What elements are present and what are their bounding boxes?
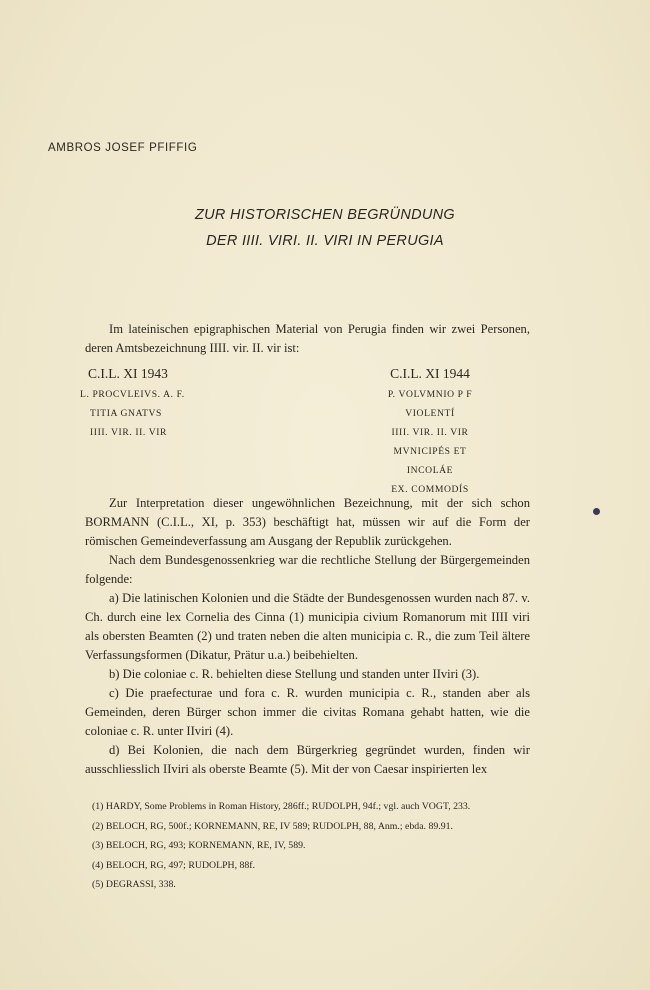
- inscription-right: [320, 363, 540, 499]
- main-text: [85, 494, 530, 779]
- article-title: [0, 202, 650, 254]
- inscription-right-line: EX. COMMODÍS: [391, 484, 469, 495]
- paragraph-bundesgenossenkrieg: Nach dem Bundesgenossenkrieg war die rechtliche Stellung der Bürgergemeinden folgende:: [85, 553, 530, 586]
- inscription-left-line: IIII. VIR. II. VIR: [90, 427, 168, 438]
- paragraph-c: c) Die praefecturae und fora c. R. wurden municipia c. R., standen aber als Gemeinden, deren Bürger schon immer die civitas Romana gehabt hatten, wie die coloniae c. R. unter IIviri (4).: [85, 686, 530, 738]
- footnotes: [92, 797, 532, 895]
- inscription-right-line: INCOLÁE: [406, 465, 454, 476]
- inscription-right-line: P. VOLVMNIO P F: [387, 389, 473, 400]
- inscription-left: [80, 363, 300, 442]
- inscription-right-line: VIOLENTÍ: [405, 408, 455, 419]
- inscription-right-line: MVNICIPÉS ET: [393, 446, 467, 457]
- paragraph-interpretation: Zur Interpretation dieser ungewöhnlichen Bezeichnung, mit der sich schon BORMANN (C.I.L., XI, p. 353) beschäftigt hat, müssen wir auf die Form der römischen Gemeindeverfassung am Ausgang der Republik zurückgehen.: [85, 496, 530, 548]
- title-line-2: DER IIII. VIRI. II. VIRI IN PERUGIA: [206, 233, 444, 249]
- inscription-left-ref: C.I.L. XI 1943: [88, 366, 168, 381]
- inscription-left-line: TITIA GNATVS: [90, 408, 162, 419]
- footnote-3: (3) BELOCH, RG, 493; KORNEMANN, RE, IV, 589.: [92, 840, 306, 851]
- inscription-right-line: IIII. VIR. II. VIR: [391, 427, 469, 438]
- paragraph-d: d) Bei Kolonien, die nach dem Bürgerkrieg gegründet wurden, finden wir ausschliesslich IIviri als oberste Beamte (5). Mit der von Caesar inspirierten lex: [85, 743, 530, 776]
- paragraph-b: b) Die coloniae c. R. behielten diese Stellung und standen unter IIviri (3).: [109, 667, 480, 681]
- title-line-1: ZUR HISTORISCHEN BEGRÜNDUNG: [195, 207, 455, 223]
- intro-text: Im lateinischen epigraphischen Material von Perugia finden wir zwei Personen, deren Amtsbezeichnung IIII. vir. II. vir ist:: [85, 322, 530, 355]
- footnote-4: (4) BELOCH, RG, 497; RUDOLPH, 88f.: [92, 859, 256, 871]
- ink-speck: [593, 508, 600, 515]
- intro-paragraph: [85, 320, 530, 358]
- paragraph-a: a) Die latinischen Kolonien und die Städte der Bundesgenossen wurden nach 87. v. Ch. durch eine lex Cornelia des Cinna (1) municipia civium Romanorum mit IIII viri als obersten Beamten (2) und traten neben die alten municipia c. R., die zum Teil ältere Verfassungsformen (Dikatur, Prätur u.a.) beibehielten.: [85, 591, 530, 662]
- inscription-right-ref: C.I.L. XI 1944: [390, 366, 470, 381]
- footnote-5: (5) DEGRASSI, 338.: [92, 879, 176, 890]
- footnote-1: (1) HARDY, Some Problems in Roman History, 286ff.; RUDOLPH, 94f.; vgl. auch VOGT, 233.: [92, 801, 471, 812]
- footnote-2: (2) BELOCH, RG, 500f.; KORNEMANN, RE, IV 589; RUDOLPH, 88, Anm.; ebda. 89.91.: [92, 820, 453, 832]
- author-name: AMBROS JOSEF PFIFFIG: [48, 142, 198, 154]
- inscription-left-line: L. PROCVLEIVS. A. F.: [80, 389, 185, 400]
